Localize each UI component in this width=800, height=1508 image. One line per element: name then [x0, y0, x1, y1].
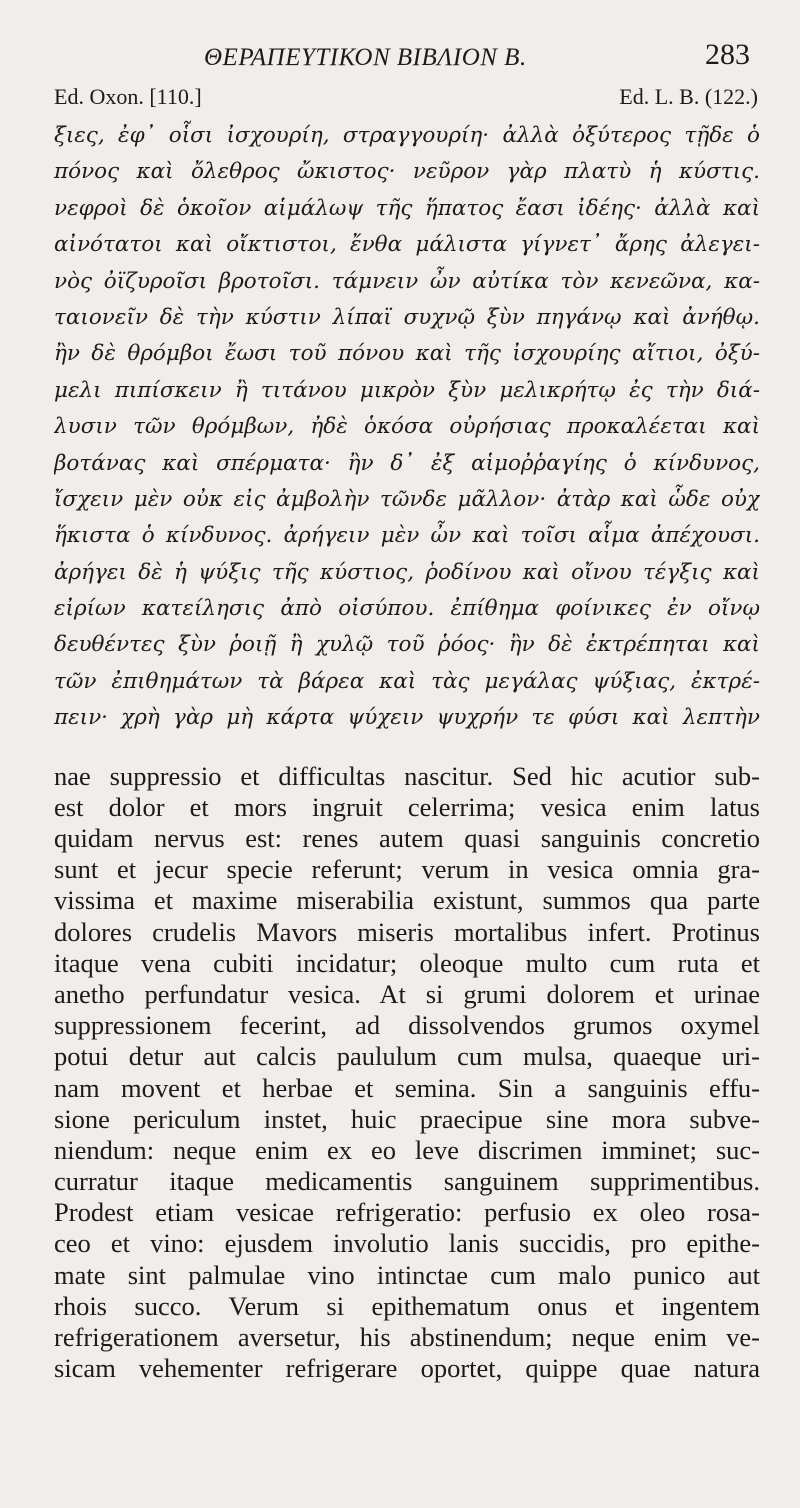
latin-text-line: potui detur aut calcis paululum cum mulsa, quaeque uri-	[54, 1041, 760, 1072]
latin-text-line: dolores crudelis Mavors miseris mortalibus infert. Protinus	[54, 916, 760, 947]
running-head	[54, 30, 760, 84]
latin-text-line: nae suppressio et difficultas nascitur. Sed hic acutior sub-	[54, 760, 760, 791]
greek-text-line: ἢν δὲ θρόμβοι ἔωσι τοῦ πόνου καὶ τῆς ἰσχουρίης αἴτιοι, ὀξύ-	[54, 341, 760, 367]
greek-text-line: δευθέντες ξὺν ῥοιῇ ἢ χυλῷ τοῦ ῥόος· ἢν δὲ ἐκτρέπηται καὶ	[54, 632, 760, 658]
edition-oxon-reference: Ed. Oxon. [110.]	[54, 84, 202, 109]
greek-text-line: ἀρήγει δὲ ἡ ψύξις τῆς κύστιος, ῥοδίνου καὶ οἴνου τέγξις καὶ	[54, 559, 760, 585]
edition-lb-reference: Ed. L. B. (122.)	[619, 84, 758, 109]
greek-text-line: ἥκιστα ὁ κίνδυνος. ἀρήγειν μὲν ὦν καὶ τοῖσι αἷμα ἀπέχουσι.	[54, 523, 760, 549]
latin-text-line: anetho perfundatur vesica. At si grumi dolorem et urinae	[54, 978, 760, 1009]
latin-text-line: rhois succo. Verum si epithematum onus et ingentem	[54, 1290, 760, 1321]
greek-text-line: εἰρίων κατείλησις ἀπὸ οἰσύπου. ἐπίθημα φοίνικες ἐν οἴνῳ	[54, 596, 760, 622]
latin-text-line: vissima et maxime miserabilia existunt, summos qua parte	[54, 885, 760, 916]
greek-text-line: ἴσχειν μὲν οὐκ εἰς ἀμβολὴν τῶνδε μᾶλλον· ἀτὰρ καὶ ὧδε οὐχ	[54, 486, 760, 512]
greek-text-line: νὸς ὀϊζυροῖσι βροτοῖσι. τάμνειν ὦν αὐτίκα τὸν κενεῶνα, κα-	[54, 268, 760, 294]
greek-text-line: ξιες, ἐφ᾽ οἷσι ἰσχουρίη, στραγγουρίη· ἀλλὰ ὀξύτερος τῇδε ὁ	[54, 123, 760, 148]
edition-references	[54, 84, 760, 118]
page-number: 283	[705, 38, 750, 71]
latin-translation-block	[54, 761, 760, 1385]
greek-text-line: πόνος καὶ ὄλεθρος ὤκιστος· νεῦρον γὰρ πλατὺ ἡ κύστις.	[54, 159, 760, 185]
latin-text-line: nam movent et herbae et semina. Sin a sanguinis effu-	[54, 1072, 760, 1103]
latin-text-line: suppressionem fecerint, ad dissolvendos grumos oxymel	[54, 1010, 760, 1041]
greek-text-line: πειν· χρὴ γὰρ μὴ κάρτα ψύχειν ψυχρήν τε φύσι καὶ λεπτὴν	[54, 705, 760, 731]
greek-text-block	[54, 118, 760, 737]
latin-text-line: sione periculum instet, huic praecipue sine mora subve-	[54, 1103, 760, 1134]
latin-text-line: quidam nervus est: renes autem quasi sanguinis concretio	[54, 823, 760, 854]
latin-text-line: est dolor et mors ingruit celerrima; vesica enim latus	[54, 791, 760, 822]
latin-text-line: refrigerationem aversetur, his abstinendum; neque enim ve-	[54, 1322, 760, 1353]
running-title: ΘΕΡΑΠΕΥΤΙΚΟΝ ΒΙΒΛΙΟΝ Β.	[204, 44, 527, 71]
latin-text-line: Prodest etiam vesicae refrigeratio: perfusio ex oleo rosa-	[54, 1197, 760, 1228]
greek-text-line: αἰνότατοι καὶ οἴκτιστοι, ἔνθα μάλιστα γίγνετ᾽ ἄρης ἀλεγει-	[54, 232, 760, 258]
greek-text-line: ταιονεῖν δὲ τὴν κύστιν λίπαϊ συχνῷ ξὺν πηγάνῳ καὶ ἀνήθῳ.	[54, 304, 760, 330]
greek-text-line: μελι πιπίσκειν ἢ τιτάνου μικρὸν ξὺν μελικρήτῳ ἐς τὴν διά-	[54, 377, 760, 403]
greek-text-line: βοτάνας καὶ σπέρματα· ἢν δ᾽ ἐξ αἱμοῤῥαγίης ὁ κίνδυνος,	[54, 450, 760, 476]
latin-text-line: ceo et vino: ejusdem involutio lanis succidis, pro epithe-	[54, 1228, 760, 1259]
latin-text-line: mate sint palmulae vino intinctae cum malo punico aut	[54, 1259, 760, 1290]
latin-text-line: sunt et jecur specie referunt; verum in vesica omnia gra-	[54, 854, 760, 885]
latin-text-line: sicam vehementer refrigerare oportet, quippe quae natura	[54, 1353, 760, 1384]
greek-text-line: νεφροὶ δὲ ὁκοῖον αἱμάλωψ τῆς ἥπατος ἔασι ἰδέης· ἀλλὰ καὶ	[54, 195, 760, 221]
greek-text-line: λυσιν τῶν θρόμβων, ἠδὲ ὁκόσα οὐρήσιας προκαλέεται καὶ	[54, 414, 760, 440]
greek-text-line: τῶν ἐπιθημάτων τὰ βάρεα καὶ τὰς μεγάλας ψύξιας, ἐκτρέ-	[54, 668, 760, 694]
latin-text-line: niendum: neque enim ex eo leve discrimen imminet; suc-	[54, 1134, 760, 1165]
latin-text-line: itaque vena cubiti incidatur; oleoque multo cum ruta et	[54, 947, 760, 978]
latin-text-line: curratur itaque medicamentis sanguinem supprimentibus.	[54, 1166, 760, 1197]
